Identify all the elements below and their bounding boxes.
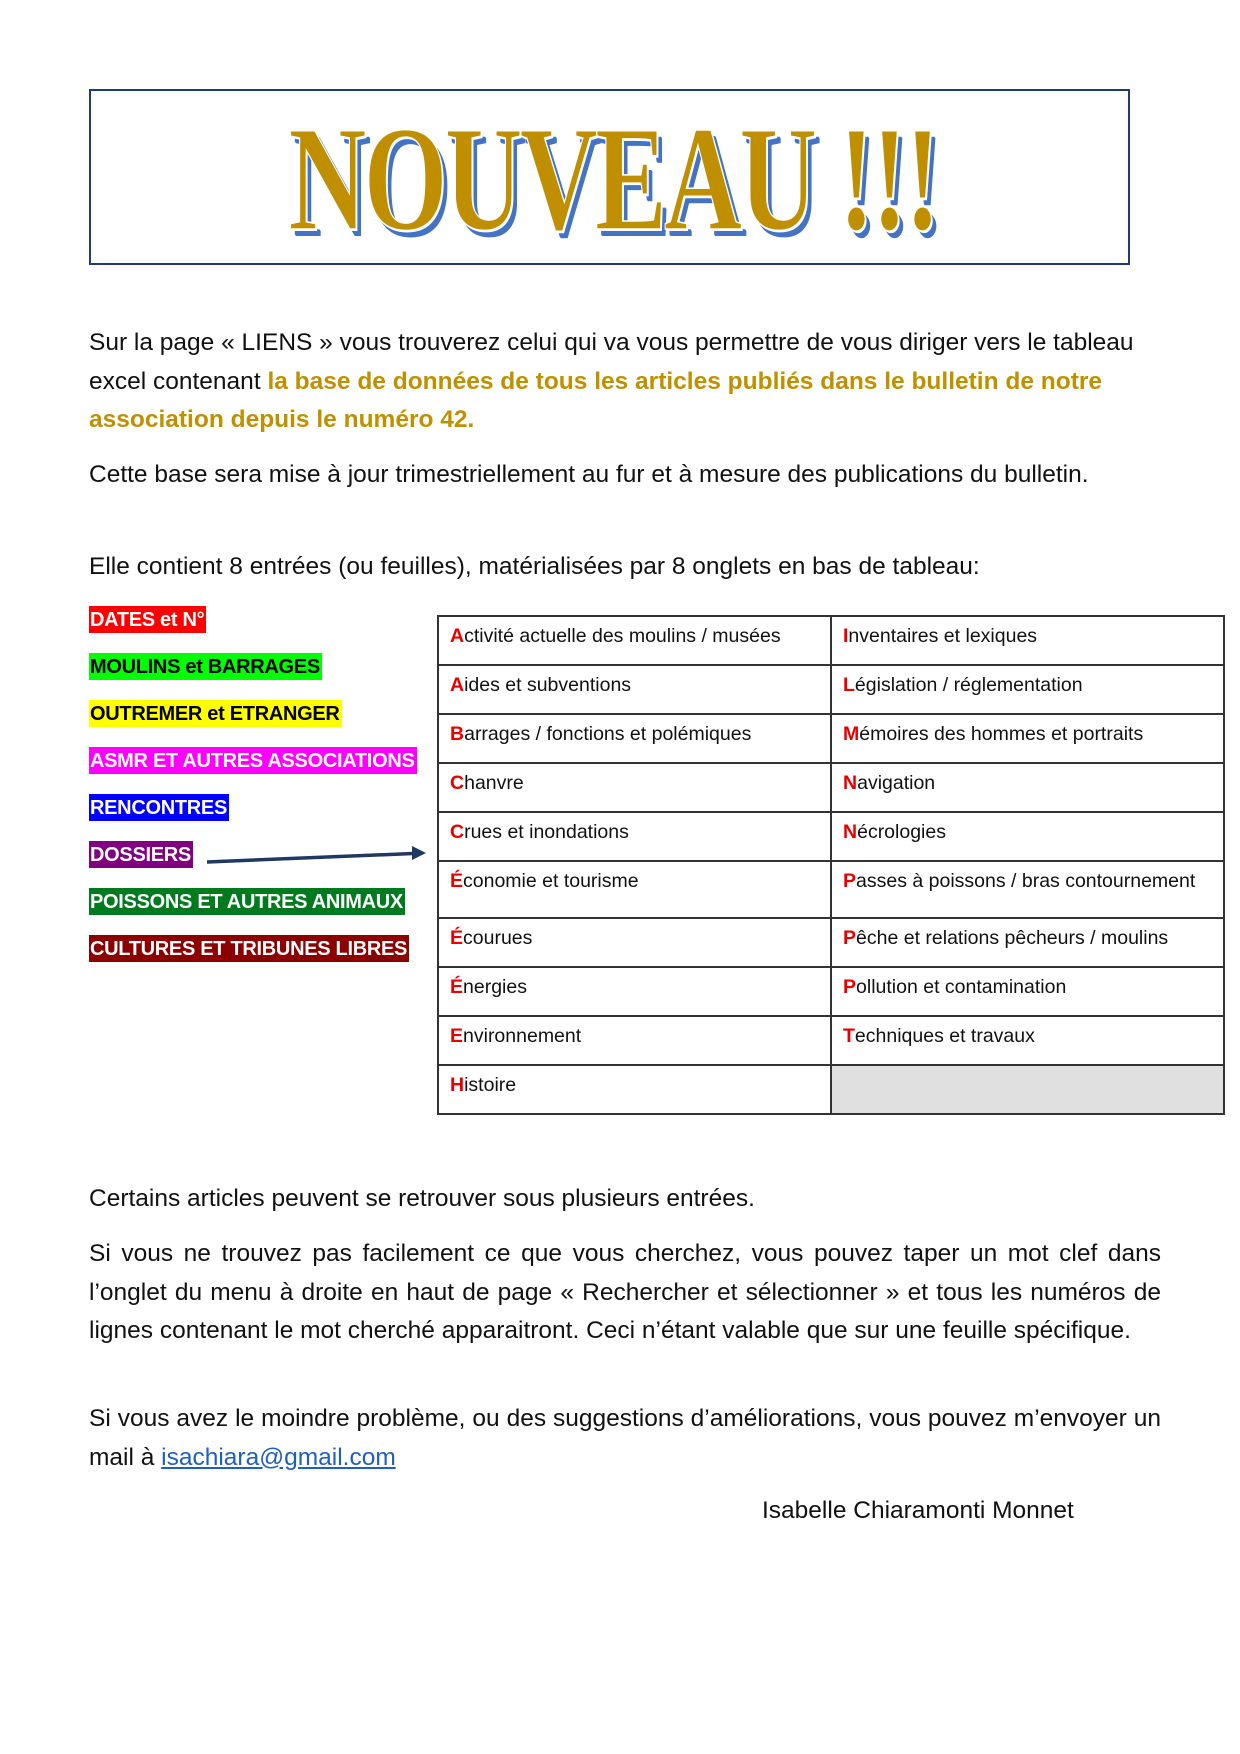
topic-cell xyxy=(831,967,1224,1016)
topic-label: courues xyxy=(463,927,533,949)
table-row xyxy=(438,714,1224,763)
topic-cell xyxy=(438,967,831,1016)
topic-label: avigation xyxy=(857,772,936,794)
table-row xyxy=(438,918,1224,967)
multi-entry-note: Certains articles peuvent se retrouver sous plusieurs entrées. xyxy=(89,1185,755,1212)
topic-initial: A xyxy=(450,674,465,696)
topic-label: istoire xyxy=(464,1074,517,1096)
sheet-tag-outremer: OUTREMER et ETRANGER xyxy=(89,700,342,727)
topic-cell xyxy=(438,714,831,763)
sheet-tag-dossiers: DOSSIERS xyxy=(89,841,193,868)
topic-initial: B xyxy=(450,723,465,745)
topic-initial: E xyxy=(450,1025,464,1047)
topic-label: émoires des hommes et portraits xyxy=(859,723,1144,745)
topic-cell xyxy=(831,616,1224,665)
topic-cell xyxy=(831,763,1224,812)
title-banner xyxy=(89,89,1130,265)
intro-text: Sur la page « LIENS » vous trouverez celui qui va vous permettre de vous diriger vers le tableau excel contenant xyxy=(89,329,1134,395)
topic-initial: C xyxy=(450,772,465,794)
topic-cell xyxy=(438,1016,831,1065)
topic-cell xyxy=(438,665,831,714)
table-row xyxy=(438,967,1224,1016)
topic-label: arrages / fonctions et polémiques xyxy=(464,723,752,745)
topic-cell xyxy=(438,812,831,861)
table-row xyxy=(438,1016,1224,1065)
topic-initial: É xyxy=(450,870,464,892)
sheet-tag-cultures: CULTURES ET TRIBUNES LIBRES xyxy=(89,935,409,962)
sheet-tag-asmr: ASMR ET AUTRES ASSOCIATIONS xyxy=(89,747,417,774)
topic-initial: É xyxy=(450,927,464,949)
topic-initial: H xyxy=(450,1074,465,1096)
signature: Isabelle Chiaramonti Monnet xyxy=(762,1497,1074,1524)
topic-initial: T xyxy=(843,1025,855,1047)
intro-paragraph xyxy=(89,324,1161,440)
page-title: NOUVEAU !!! xyxy=(288,96,938,262)
topic-initial: É xyxy=(450,976,464,998)
topic-cell xyxy=(438,616,831,665)
contact-text: Si vous avez le moindre problème, ou des suggestions d’améliorations, vous pouvez m’envoyer un mail à xyxy=(89,1405,1161,1471)
topic-cell xyxy=(438,918,831,967)
topic-label: hanvre xyxy=(464,772,524,794)
sheet-tag-rencontres: RENCONTRES xyxy=(89,794,229,821)
topic-label: nvironnement xyxy=(463,1025,582,1047)
topic-initial: A xyxy=(450,625,465,647)
topic-cell xyxy=(438,763,831,812)
sheet-tag-moulins: MOULINS et BARRAGES xyxy=(89,653,322,680)
search-tip: Si vous ne trouvez pas facilement ce que vous cherchez, vous pouvez taper un mot clef dans l’onglet du menu à droite en haut de page « Rechercher et sélectionner » et tous les numéros de lignes contenant le mot cherché apparaitront. Ceci n’étant valable que sur une feuille spécifique. xyxy=(89,1240,1161,1344)
topic-label: asses à poissons / bras contournement xyxy=(856,870,1196,892)
topic-cell xyxy=(438,1065,831,1114)
topic-label: ides et subventions xyxy=(464,674,632,696)
sheet-tag-dates: DATES et N° xyxy=(89,606,206,633)
topic-label: conomie et tourisme xyxy=(463,870,639,892)
table-row xyxy=(438,861,1224,918)
topic-cell xyxy=(831,861,1224,918)
topic-label: nventaires et lexiques xyxy=(848,625,1038,647)
topic-initial: P xyxy=(843,927,857,949)
topic-label: ctivité actuelle des moulins / musées xyxy=(464,625,781,647)
topic-cell xyxy=(831,918,1224,967)
sheet-tag-poissons: POISSONS ET AUTRES ANIMAUX xyxy=(89,888,405,915)
topic-initial: N xyxy=(843,821,858,843)
table-row xyxy=(438,616,1224,665)
dossier-topics-table xyxy=(437,615,1225,1115)
topic-initial: C xyxy=(450,821,465,843)
contact-paragraph xyxy=(89,1400,1161,1477)
topic-initial: M xyxy=(843,723,860,745)
arrow-right-icon xyxy=(200,840,440,872)
topic-cell xyxy=(831,665,1224,714)
empty-cell xyxy=(831,1065,1224,1114)
topic-cell xyxy=(831,1016,1224,1065)
topic-label: êche et relations pêcheurs / moulins xyxy=(856,927,1169,949)
topic-cell xyxy=(438,861,831,918)
topic-label: rues et inondations xyxy=(464,821,629,843)
topic-initial: I xyxy=(843,625,849,647)
intro-highlight: la base de données de tous les articles publiés dans le bulletin de notre association depuis le numéro 42. xyxy=(89,367,1103,433)
table-row xyxy=(438,1065,1224,1114)
entries-intro: Elle contient 8 entrées (ou feuilles), matérialisées par 8 onglets en bas de tableau: xyxy=(89,553,980,580)
topic-initial: L xyxy=(843,674,855,696)
table-row xyxy=(438,665,1224,714)
table-row xyxy=(438,812,1224,861)
topic-cell xyxy=(831,714,1224,763)
email-link[interactable]: isachiara@gmail.com xyxy=(161,1443,396,1471)
topic-initial: P xyxy=(843,870,857,892)
topic-initial: N xyxy=(843,772,858,794)
topic-label: nergies xyxy=(463,976,527,998)
topic-cell xyxy=(831,812,1224,861)
topic-label: écrologies xyxy=(857,821,946,843)
topic-label: égislation / réglementation xyxy=(854,674,1083,696)
update-note: Cette base sera mise à jour trimestriellement au fur et à mesure des publications du bulletin. xyxy=(89,461,1089,488)
topic-label: ollution et contamination xyxy=(856,976,1067,998)
table-row xyxy=(438,763,1224,812)
topic-initial: P xyxy=(843,976,857,998)
topic-label: echniques et travaux xyxy=(854,1025,1035,1047)
